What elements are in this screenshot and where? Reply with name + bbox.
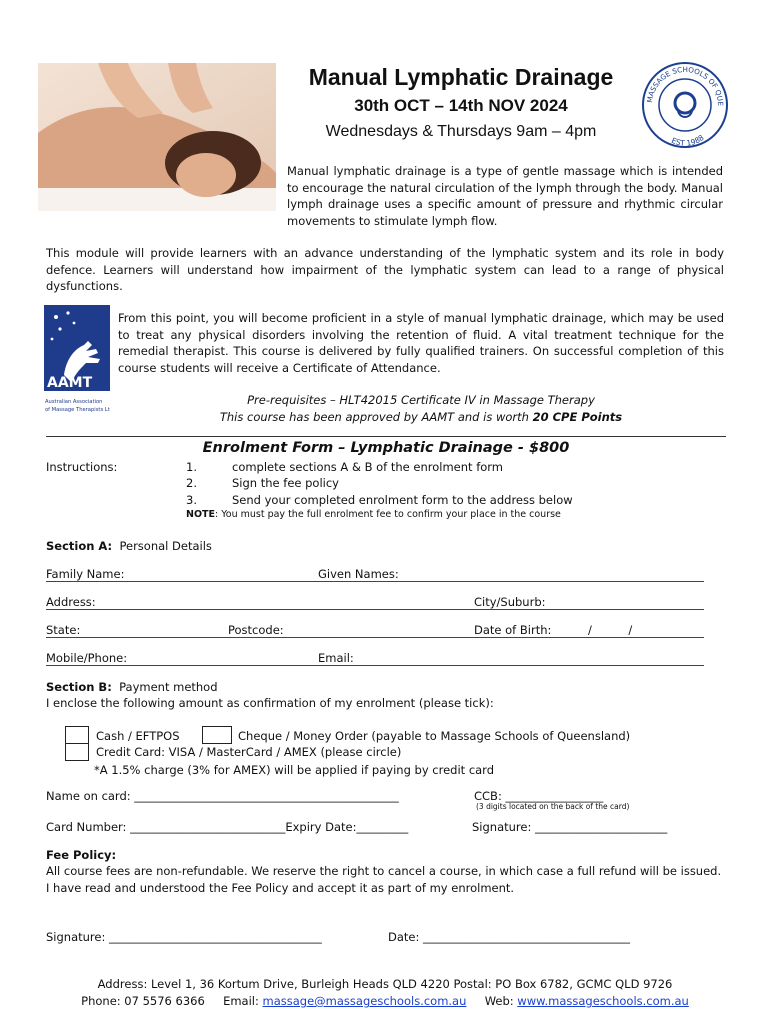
footer-address: Address: Level 1, 36 Kortum Drive, Burleigh Heads QLD 4220 Postal: PO Box 6782, GCMC QLD 9726 (97, 977, 673, 991)
module-paragraph: This module will provide learners with an advance understanding of the lymphatic system and its role in body defence. Learners will understand how impairment of the lymphatic system can lead to a range of physical dysfunctions. (46, 246, 724, 293)
svg-text:EST 1988 (670, 133, 706, 148)
address-field-line[interactable] (46, 609, 704, 610)
cash-option-label: Cash / EFTPOS (96, 729, 180, 743)
ccb-note: (3 digits located on the back of the card) (476, 802, 630, 811)
policy-signature-field[interactable]: Signature: _____________________________________ (46, 930, 322, 944)
aamt-caption-1: Australian Association (45, 399, 103, 405)
instruction-num-3: 3. (186, 493, 197, 507)
course-schedule: Wednesdays & Thursdays 9am – 4pm (325, 123, 597, 140)
intro-paragraph: Manual lymphatic drainage is a type of gentle massage which is intended to encourage the natural circulation of the lymph through the body. Manual lymph drainage uses a specific amount of pressure and rhythmic circular movements to stimulate lymph flow. (287, 164, 723, 228)
enrolment-form-title: Enrolment Form – Lymphatic Drainage - $800 (202, 440, 570, 456)
section-a-label: Section A: (46, 539, 113, 553)
aamt-caption-2: of Massage Therapists Ltd (45, 407, 110, 413)
postcode-label: Postcode: (228, 623, 284, 637)
fee-policy-line-1: All course fees are non-refundable. We reserve the right to cancel a course, in which case a full refund will be issued. (46, 864, 722, 878)
massage-schools-seal-logo (640, 55, 730, 155)
credit-card-checkbox[interactable] (65, 743, 89, 761)
given-names-label: Given Names: (318, 567, 399, 581)
footer-email-link[interactable]: massage@massageschools.com.au (262, 994, 467, 1008)
footer-contact (0, 993, 770, 1010)
state-label: State: (46, 623, 81, 637)
fee-policy-line-2: I have read and understood the Fee Policy and accept it as part of my enrolment. (46, 881, 515, 895)
credit-surcharge-note: *A 1.5% charge (3% for AMEX) will be applied if paying by credit card (94, 763, 495, 777)
course-dates: 30th OCT – 14th NOV 2024 (354, 96, 568, 115)
section-a-heading (46, 538, 212, 555)
cheque-option-label: Cheque / Money Order (payable to Massage Schools of Queensland) (238, 729, 631, 743)
policy-date-field[interactable]: Date: ____________________________________ (388, 930, 631, 944)
cash-checkbox[interactable] (65, 726, 89, 744)
aamt-logo (44, 305, 110, 423)
prereq-approval-text: This course has been approved by AAMT and is worth (219, 409, 533, 424)
section-b-label: Section B: (46, 680, 112, 694)
seal-text: MASSAGE SCHOOLS OF QUE (645, 64, 726, 107)
family-name-label: Family Name: (46, 567, 125, 581)
aamt-logo-text: AAMT (47, 375, 93, 391)
credit-card-option-label: Credit Card: VISA / MasterCard / AMEX (please circle) (96, 745, 402, 759)
payment-note (186, 509, 561, 520)
enclose-statement: I enclose the following amount as confirmation of my enrolment (please tick): (46, 696, 494, 710)
city-label: City/Suburb: (474, 595, 546, 609)
prereq-line-2 (118, 409, 724, 426)
instructions-label: Instructions: (46, 460, 118, 474)
state-field-line[interactable] (46, 637, 704, 638)
instruction-3: Send your completed enrolment form to the address below (232, 493, 573, 507)
mobile-label: Mobile/Phone: (46, 651, 128, 665)
cheque-checkbox[interactable] (202, 726, 232, 744)
instruction-2: Sign the fee policy (232, 476, 339, 490)
footer-phone: Phone: 07 5576 6366 (81, 994, 205, 1008)
instruction-1: complete sections A & B of the enrolment form (232, 460, 504, 474)
footer-web-label: Web: (484, 994, 518, 1008)
instruction-num-1: 1. (186, 460, 197, 474)
fee-policy-title: Fee Policy: (46, 848, 117, 862)
card-signature-field[interactable]: Signature: _______________________ (472, 820, 668, 834)
footer-email-label: Email: (223, 994, 263, 1008)
email-label: Email: (318, 651, 354, 665)
note-text: : You must pay the full enrolment fee to confirm your place in the course (215, 509, 561, 520)
dob-separators: / / (588, 623, 633, 637)
address-label: Address: (46, 595, 96, 609)
name-on-card-field[interactable]: Name on card: ______________________________________________ (46, 789, 399, 803)
divider (46, 436, 726, 437)
prereq-line-1: Pre-requisites – HLT42015 Certificate IV in Massage Therapy (247, 393, 595, 407)
name-field-line[interactable] (46, 581, 704, 582)
footer-web-link[interactable]: www.massageschools.com.au (517, 994, 689, 1008)
ccb-field[interactable]: CCB: _________________ (474, 789, 604, 803)
note-label: NOTE (186, 509, 215, 520)
cpe-points: 20 CPE Points (532, 409, 623, 424)
section-b-title: Payment method (119, 680, 218, 694)
prerequisites (118, 392, 724, 425)
instruction-num-2: 2. (186, 476, 197, 490)
contact-field-line[interactable] (46, 665, 704, 666)
massage-photo (38, 63, 276, 211)
section-b-heading (46, 679, 218, 696)
dob-label: Date of Birth: (474, 623, 552, 637)
card-number-field[interactable]: Card Number: ___________________________Expiry Date:_________ (46, 820, 409, 834)
seal-est-text: EST 1988 (670, 133, 706, 148)
course-title: Manual Lymphatic Drainage (308, 64, 614, 90)
section-a-title: Personal Details (119, 539, 212, 553)
proficiency-paragraph: From this point, you will become proficient in a style of manual lymphatic drainage, which may be used to treat any physical disorders involving the retention of fluid. A vital treatment technique for the remedial therapist. This course is delivered by fully qualified trainers. On successful completion of this course students will receive a Certificate of Attendance. (118, 311, 724, 375)
